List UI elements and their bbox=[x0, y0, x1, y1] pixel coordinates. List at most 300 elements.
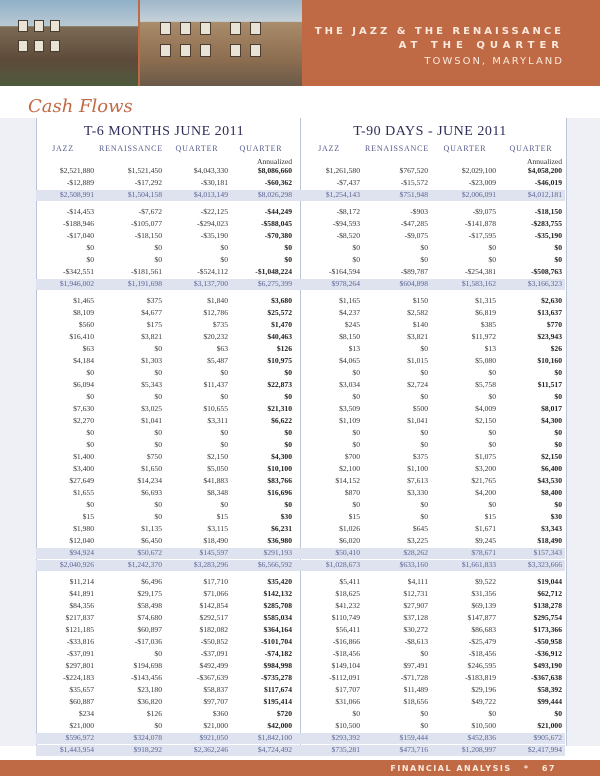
table-cell: $3,400 bbox=[73, 464, 94, 473]
table-cell: $56,411 bbox=[335, 625, 360, 634]
table-cell: $2,724 bbox=[407, 380, 428, 389]
table-cell: $984,998 bbox=[263, 661, 292, 670]
table-cell: $3,821 bbox=[141, 332, 162, 341]
table-cell: $140 bbox=[412, 320, 428, 329]
table-cell: $1,165 bbox=[339, 296, 360, 305]
table-cell: $0 bbox=[554, 709, 562, 718]
table-cell: -$16,866 bbox=[332, 637, 360, 646]
table-cell: $0 bbox=[86, 392, 94, 401]
table-cell: $27,649 bbox=[69, 476, 94, 485]
table-cell: $8,086,660 bbox=[257, 166, 292, 175]
table-cell: -$367,639 bbox=[196, 673, 228, 682]
table-cell: $0 bbox=[488, 709, 496, 718]
total-cell: $1,191,698 bbox=[127, 279, 162, 288]
column-header: RENAISSANCE bbox=[365, 144, 429, 153]
total-cell: $905,672 bbox=[533, 733, 562, 742]
table-cell: $149,104 bbox=[331, 661, 360, 670]
table-cell: $1,521,450 bbox=[127, 166, 162, 175]
table-cell: $0 bbox=[154, 243, 162, 252]
table-cell: $5,411 bbox=[339, 577, 360, 586]
table-cell: $41,232 bbox=[335, 601, 360, 610]
table-cell: $97,707 bbox=[203, 697, 228, 706]
table-cell: $15 bbox=[348, 512, 360, 521]
total-cell: $94,924 bbox=[69, 548, 94, 557]
table-cell: $11,489 bbox=[403, 685, 428, 694]
table-cell: $1,109 bbox=[339, 416, 360, 425]
total-cell: $4,012,181 bbox=[527, 190, 562, 199]
table-cell: $0 bbox=[420, 440, 428, 449]
period-group-header: T-90 DAYS - JUNE 2011 bbox=[353, 124, 507, 139]
table-cell: $9,245 bbox=[475, 536, 496, 545]
table-cell: $0 bbox=[554, 428, 562, 437]
table-cell: $10,160 bbox=[537, 356, 562, 365]
table-cell: $37,128 bbox=[403, 613, 428, 622]
table-cell: $35,420 bbox=[267, 577, 292, 586]
table-cell: -$17,036 bbox=[134, 637, 162, 646]
table-cell: -$18,150 bbox=[534, 207, 562, 216]
table-cell: $3,330 bbox=[407, 488, 428, 497]
table-cell: $36,820 bbox=[137, 697, 162, 706]
table-cell: -$60,362 bbox=[264, 178, 292, 187]
table-cell: $5,343 bbox=[141, 380, 162, 389]
table-cell: $42,000 bbox=[267, 721, 292, 730]
table-cell: $18,625 bbox=[335, 589, 360, 598]
total-cell: $735,281 bbox=[331, 745, 360, 754]
table-cell: $500 bbox=[412, 404, 428, 413]
table-cell: $735 bbox=[212, 320, 228, 329]
table-cell: -$105,077 bbox=[130, 219, 162, 228]
table-cell: $8,109 bbox=[73, 308, 94, 317]
table-cell: -$112,091 bbox=[329, 673, 360, 682]
building-photo-2 bbox=[140, 0, 302, 86]
table-cell: $0 bbox=[488, 255, 496, 264]
header-banner bbox=[0, 0, 600, 86]
section-title: Cash Flows bbox=[28, 96, 133, 117]
table-cell: $645 bbox=[412, 524, 428, 533]
table-cell: $3,680 bbox=[271, 296, 292, 305]
total-cell: $1,254,143 bbox=[325, 190, 360, 199]
table-cell: $16,410 bbox=[69, 332, 94, 341]
total-cell: $50,410 bbox=[335, 548, 360, 557]
table-cell: $1,261,580 bbox=[325, 166, 360, 175]
table-cell: $36,980 bbox=[267, 536, 292, 545]
table-cell: $0 bbox=[86, 440, 94, 449]
table-cell: $0 bbox=[154, 255, 162, 264]
table-cell: $0 bbox=[488, 440, 496, 449]
table-cell: -$70,380 bbox=[264, 231, 292, 240]
table-cell: $3,343 bbox=[541, 524, 562, 533]
table-cell: -$7,672 bbox=[138, 207, 162, 216]
table-cell: $11,972 bbox=[471, 332, 496, 341]
table-cell: -$22,125 bbox=[200, 207, 228, 216]
table-cell: $7,630 bbox=[73, 404, 94, 413]
column-subheader: Annualized bbox=[256, 157, 292, 166]
table-cell: $12,786 bbox=[203, 308, 228, 317]
total-cell: $751,948 bbox=[399, 190, 428, 199]
table-cell: -$30,181 bbox=[200, 178, 228, 187]
table-cell: $0 bbox=[154, 428, 162, 437]
table-cell: -$23,009 bbox=[468, 178, 496, 187]
table-cell: $0 bbox=[554, 392, 562, 401]
table-cell: -$47,285 bbox=[400, 219, 428, 228]
table-cell: $60,887 bbox=[69, 697, 94, 706]
table-cell: $0 bbox=[284, 392, 292, 401]
total-cell: $1,443,954 bbox=[59, 745, 94, 754]
cash-flow-table bbox=[0, 118, 600, 754]
total-cell: $2,508,991 bbox=[59, 190, 94, 199]
table-cell: $0 bbox=[488, 500, 496, 509]
table-cell: $3,034 bbox=[339, 380, 360, 389]
total-cell: $452,836 bbox=[467, 733, 496, 742]
table-cell: $126 bbox=[146, 709, 162, 718]
table-cell: $246,595 bbox=[467, 661, 496, 670]
table-cell: $84,356 bbox=[69, 601, 94, 610]
table-cell: $0 bbox=[220, 440, 228, 449]
table-cell: $13,637 bbox=[537, 308, 562, 317]
total-cell: $918,292 bbox=[133, 745, 162, 754]
table-cell: $74,680 bbox=[137, 613, 162, 622]
table-cell: $2,150 bbox=[541, 452, 562, 461]
table-cell: $12,040 bbox=[69, 536, 94, 545]
table-cell: -$224,183 bbox=[62, 673, 94, 682]
table-cell: -$524,112 bbox=[197, 267, 228, 276]
total-cell: $1,504,158 bbox=[127, 190, 162, 199]
total-cell: $1,242,370 bbox=[127, 560, 162, 569]
total-cell: $6,566,592 bbox=[257, 560, 292, 569]
table-cell: $6,693 bbox=[141, 488, 162, 497]
total-cell: $921,050 bbox=[199, 733, 228, 742]
table-cell: $0 bbox=[488, 392, 496, 401]
total-cell: $596,972 bbox=[65, 733, 94, 742]
table-cell: $0 bbox=[420, 344, 428, 353]
table-cell: $43,530 bbox=[537, 476, 562, 485]
table-cell: $0 bbox=[154, 721, 162, 730]
table-cell: $7,613 bbox=[407, 476, 428, 485]
total-cell: $473,716 bbox=[399, 745, 428, 754]
table-cell: $0 bbox=[554, 500, 562, 509]
table-cell: -$17,292 bbox=[134, 178, 162, 187]
table-cell: -$164,594 bbox=[328, 267, 360, 276]
table-cell: -$9,075 bbox=[404, 231, 428, 240]
table-cell: $31,356 bbox=[471, 589, 496, 598]
table-cell: $16,696 bbox=[267, 488, 292, 497]
table-cell: $83,766 bbox=[267, 476, 292, 485]
table-cell: -$735,278 bbox=[260, 673, 292, 682]
table-cell: $6,450 bbox=[141, 536, 162, 545]
table-cell: $69,139 bbox=[471, 601, 496, 610]
table-cell: -$8,520 bbox=[336, 231, 360, 240]
table-cell: $25,572 bbox=[267, 308, 292, 317]
table-cell: $60,897 bbox=[137, 625, 162, 634]
table-cell: $17,710 bbox=[203, 577, 228, 586]
table-cell: $5,080 bbox=[475, 356, 496, 365]
table-cell: $2,100 bbox=[339, 464, 360, 473]
total-cell: $8,026,298 bbox=[257, 190, 292, 199]
table-cell: $720 bbox=[276, 709, 292, 718]
table-cell: $0 bbox=[220, 500, 228, 509]
table-cell: $3,225 bbox=[407, 536, 428, 545]
table-cell: $493,190 bbox=[533, 661, 562, 670]
table-cell: $21,000 bbox=[69, 721, 94, 730]
table-cell: $11,517 bbox=[537, 380, 562, 389]
table-cell: $0 bbox=[86, 428, 94, 437]
table-cell: -$37,091 bbox=[66, 649, 94, 658]
table-cell: $6,094 bbox=[73, 380, 94, 389]
table-cell: $0 bbox=[220, 392, 228, 401]
table-cell: $0 bbox=[86, 243, 94, 252]
table-cell: $1,840 bbox=[207, 296, 228, 305]
table-cell: $15 bbox=[82, 512, 94, 521]
table-cell: $375 bbox=[412, 452, 428, 461]
table-cell: $22,873 bbox=[267, 380, 292, 389]
total-cell: $2,417,994 bbox=[527, 745, 562, 754]
table-cell: $18,656 bbox=[403, 697, 428, 706]
table-cell: $6,622 bbox=[271, 416, 292, 425]
table-cell: $2,029,100 bbox=[461, 166, 496, 175]
table-cell: $2,630 bbox=[541, 296, 562, 305]
total-cell: $2,362,246 bbox=[193, 745, 228, 754]
table-cell: $4,677 bbox=[141, 308, 162, 317]
table-cell: $0 bbox=[352, 243, 360, 252]
table-cell: $8,400 bbox=[541, 488, 562, 497]
column-header: QUARTER bbox=[239, 144, 283, 153]
table-cell: $14,234 bbox=[137, 476, 162, 485]
table-cell: $3,311 bbox=[207, 416, 228, 425]
table-cell: $29,196 bbox=[471, 685, 496, 694]
header-title-line2: AT THE QUARTER bbox=[398, 40, 564, 51]
footer-separator: * bbox=[523, 764, 530, 773]
table-cell: $23,180 bbox=[137, 685, 162, 694]
table-cell: $18,490 bbox=[203, 536, 228, 545]
table-cell: $700 bbox=[344, 452, 360, 461]
table-cell: -$74,182 bbox=[264, 649, 292, 658]
table-cell: $1,671 bbox=[475, 524, 496, 533]
table-cell: -$44,249 bbox=[264, 207, 292, 216]
table-cell: $142,132 bbox=[263, 589, 292, 598]
table-cell: $0 bbox=[420, 255, 428, 264]
table-cell: $10,655 bbox=[203, 404, 228, 413]
table-cell: $10,500 bbox=[335, 721, 360, 730]
table-cell: $0 bbox=[154, 500, 162, 509]
table-cell: $0 bbox=[284, 428, 292, 437]
table-cell: $41,883 bbox=[203, 476, 228, 485]
table-cell: $194,698 bbox=[133, 661, 162, 670]
column-header: JAZZ bbox=[318, 144, 340, 153]
table-cell: $0 bbox=[284, 255, 292, 264]
column-header: QUARTER bbox=[443, 144, 487, 153]
table-cell: $0 bbox=[420, 243, 428, 252]
table-cell: $585,034 bbox=[263, 613, 292, 622]
total-cell: $604,898 bbox=[399, 279, 428, 288]
total-cell: $28,262 bbox=[403, 548, 428, 557]
table-cell: $1,026 bbox=[339, 524, 360, 533]
table-cell: $26 bbox=[550, 344, 562, 353]
table-cell: $86,683 bbox=[471, 625, 496, 634]
table-cell: $1,135 bbox=[141, 524, 162, 533]
total-cell: $293,392 bbox=[331, 733, 360, 742]
table-cell: $117,674 bbox=[263, 685, 292, 694]
table-cell: $19,044 bbox=[537, 577, 562, 586]
table-cell: $870 bbox=[344, 488, 360, 497]
table-cell: $2,150 bbox=[207, 452, 228, 461]
total-cell: $633,160 bbox=[399, 560, 428, 569]
table-cell: $0 bbox=[154, 440, 162, 449]
table-cell: $0 bbox=[220, 243, 228, 252]
table-cell: $195,414 bbox=[263, 697, 292, 706]
table-cell: $4,111 bbox=[407, 577, 428, 586]
table-cell: $8,150 bbox=[339, 332, 360, 341]
table-cell: $0 bbox=[284, 500, 292, 509]
total-cell: $4,724,492 bbox=[257, 745, 292, 754]
table-cell: $0 bbox=[284, 440, 292, 449]
table-cell: $97,491 bbox=[403, 661, 428, 670]
table-cell: $0 bbox=[86, 368, 94, 377]
table-cell: $9,522 bbox=[475, 577, 496, 586]
table-cell: $0 bbox=[154, 344, 162, 353]
table-cell: $1,470 bbox=[271, 320, 292, 329]
table-cell: $364,164 bbox=[263, 625, 292, 634]
table-cell: $15 bbox=[484, 512, 496, 521]
table-cell: -$8,613 bbox=[404, 637, 428, 646]
footer-section: FINANCIAL ANALYSIS bbox=[390, 764, 512, 773]
table-cell: $0 bbox=[420, 392, 428, 401]
table-cell: $0 bbox=[352, 428, 360, 437]
table-cell: -$14,453 bbox=[66, 207, 94, 216]
table-cell: $12,731 bbox=[403, 589, 428, 598]
table-cell: $126 bbox=[276, 344, 292, 353]
table-cell: $0 bbox=[154, 392, 162, 401]
table-cell: -$12,889 bbox=[66, 178, 94, 187]
table-cell: $560 bbox=[78, 320, 94, 329]
table-cell: $375 bbox=[146, 296, 162, 305]
table-cell: $40,463 bbox=[267, 332, 292, 341]
table-cell: $30 bbox=[280, 512, 292, 521]
table-cell: $3,509 bbox=[339, 404, 360, 413]
table-cell: $10,100 bbox=[267, 464, 292, 473]
table-cell: -$17,040 bbox=[66, 231, 94, 240]
table-cell: $217,837 bbox=[65, 613, 94, 622]
total-cell: $1,661,833 bbox=[461, 560, 496, 569]
footer-label bbox=[390, 764, 556, 773]
table-cell: -$588,045 bbox=[260, 219, 292, 228]
table-cell: $0 bbox=[352, 255, 360, 264]
table-cell: $147,877 bbox=[467, 613, 496, 622]
table-cell: $21,000 bbox=[203, 721, 228, 730]
table-cell: $29,175 bbox=[137, 589, 162, 598]
table-cell: $6,400 bbox=[541, 464, 562, 473]
table-cell: $360 bbox=[212, 709, 228, 718]
table-cell: $5,050 bbox=[207, 464, 228, 473]
table-cell: $0 bbox=[554, 255, 562, 264]
table-cell: $3,115 bbox=[207, 524, 228, 533]
table-cell: -$183,819 bbox=[464, 673, 496, 682]
table-cell: $1,315 bbox=[475, 296, 496, 305]
total-cell: $2,006,091 bbox=[461, 190, 496, 199]
table-cell: $0 bbox=[554, 243, 562, 252]
table-cell: $1,303 bbox=[141, 356, 162, 365]
total-cell: $2,040,926 bbox=[59, 560, 94, 569]
total-cell: $978,264 bbox=[331, 279, 360, 288]
table-cell: $58,392 bbox=[537, 685, 562, 694]
total-cell: $324,078 bbox=[133, 733, 162, 742]
table-cell: -$101,704 bbox=[260, 637, 292, 646]
total-cell: $1,583,162 bbox=[461, 279, 496, 288]
column-subheader: Annualized bbox=[526, 157, 562, 166]
table-cell: -$8,172 bbox=[336, 207, 360, 216]
building-photo-1 bbox=[0, 0, 138, 86]
table-cell: $0 bbox=[86, 255, 94, 264]
table-cell: $2,270 bbox=[73, 416, 94, 425]
table-cell: $4,184 bbox=[73, 356, 94, 365]
table-cell: -$36,912 bbox=[534, 649, 562, 658]
total-cell: $1,028,673 bbox=[325, 560, 360, 569]
table-cell: $150 bbox=[412, 296, 428, 305]
table-cell: $492,499 bbox=[199, 661, 228, 670]
table-cell: $4,058,200 bbox=[527, 166, 562, 175]
table-cell: $30,272 bbox=[403, 625, 428, 634]
table-cell: -$1,048,224 bbox=[255, 267, 292, 276]
table-cell: -$46,019 bbox=[534, 178, 562, 187]
table-cell: $0 bbox=[154, 649, 162, 658]
total-cell: $1,208,997 bbox=[461, 745, 496, 754]
table-cell: $0 bbox=[86, 500, 94, 509]
table-cell: $4,300 bbox=[271, 452, 292, 461]
table-cell: -$33,816 bbox=[66, 637, 94, 646]
total-cell: $3,137,700 bbox=[193, 279, 228, 288]
table-cell: $6,819 bbox=[475, 308, 496, 317]
table-cell: $0 bbox=[284, 243, 292, 252]
table-cell: $99,444 bbox=[537, 697, 562, 706]
table-cell: $63 bbox=[216, 344, 228, 353]
table-cell: $62,712 bbox=[537, 589, 562, 598]
header-title-line1: THE JAZZ & THE RENAISSANCE bbox=[314, 26, 564, 37]
table-cell: $292,517 bbox=[199, 613, 228, 622]
table-cell: $1,465 bbox=[73, 296, 94, 305]
table-cell: $1,655 bbox=[73, 488, 94, 497]
table-cell: -$294,023 bbox=[196, 219, 228, 228]
table-cell: $0 bbox=[420, 721, 428, 730]
table-cell: $5,487 bbox=[207, 356, 228, 365]
table-cell: $0 bbox=[352, 440, 360, 449]
table-cell: $0 bbox=[220, 255, 228, 264]
table-cell: $297,801 bbox=[65, 661, 94, 670]
table-cell: $0 bbox=[420, 500, 428, 509]
table-cell: $8,017 bbox=[541, 404, 562, 413]
table-cell: $49,722 bbox=[471, 697, 496, 706]
table-cell: $21,000 bbox=[537, 721, 562, 730]
table-cell: $11,214 bbox=[69, 577, 94, 586]
table-cell: -$50,958 bbox=[534, 637, 562, 646]
table-cell: $35,657 bbox=[69, 685, 94, 694]
table-cell: $27,907 bbox=[403, 601, 428, 610]
table-cell: -$35,190 bbox=[534, 231, 562, 240]
table-cell: $0 bbox=[488, 368, 496, 377]
total-cell: $6,275,399 bbox=[257, 279, 292, 288]
table-cell: -$143,456 bbox=[130, 673, 162, 682]
table-cell: $295,754 bbox=[533, 613, 562, 622]
total-cell: $78,671 bbox=[471, 548, 496, 557]
table-cell: $2,521,880 bbox=[59, 166, 94, 175]
table-cell: -$508,763 bbox=[530, 267, 562, 276]
column-header: JAZZ bbox=[52, 144, 74, 153]
table-cell: -$17,595 bbox=[468, 231, 496, 240]
table-cell: $10,975 bbox=[267, 356, 292, 365]
table-cell: $1,980 bbox=[73, 524, 94, 533]
table-cell: $31,066 bbox=[335, 697, 360, 706]
table-cell: $750 bbox=[146, 452, 162, 461]
table-cell: $58,837 bbox=[203, 685, 228, 694]
table-cell: -$37,091 bbox=[200, 649, 228, 658]
